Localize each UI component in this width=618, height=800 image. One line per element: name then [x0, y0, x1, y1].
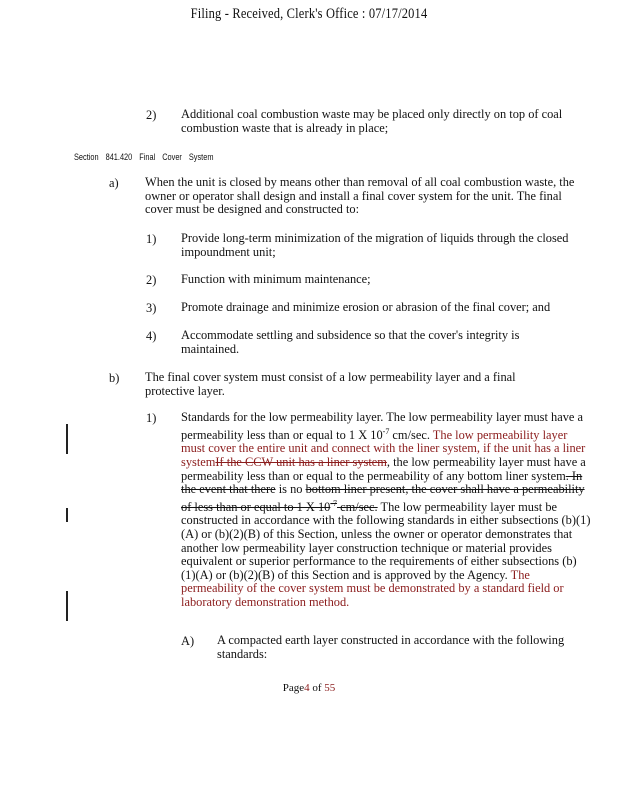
subsection-b-text: The final cover system must consist of a low permeability layer and a final protective layer.	[145, 370, 516, 398]
item-text: Function with minimum maintenance;	[181, 272, 371, 286]
item-text: Accommodate settling and subsidence so that the cover's integrity is maintained.	[181, 328, 520, 356]
subsection-label-a: a)	[109, 176, 119, 190]
text-run: Standards for the low permeability layer. The low permeability layer must have a permeability less than or equal to 1 X 10	[181, 410, 583, 442]
item-number: 1)	[146, 232, 157, 246]
item-text: Provide long-term minimization of the migration of liquids through the closed impoundment unit;	[181, 231, 569, 259]
exponent: -7	[382, 426, 390, 436]
text-run: The low permeability layer must be constructed in accordance with the following standards in either subsections (b)(1)(A) or (b)(2)(B) of this Section, unless the owner or operator demonstrates that another low permeability layer construction technique or material provides equivalent or superior performance to the requirements of either subsections (b)(1)(A) or (b)(2)(B) of this Section and is approved by the Agency.	[181, 499, 591, 582]
deleted-text: If the CCW unit has a liner system	[215, 454, 387, 469]
item-number: 2)	[146, 108, 157, 122]
change-bar	[66, 508, 68, 522]
filing-header: Filing - Received, Clerk's Office : 07/17/2014	[190, 6, 428, 22]
page-footer	[0, 682, 618, 694]
deleted-text: . In the event that there	[181, 468, 583, 497]
of-label: of	[309, 682, 325, 694]
deleted-text: cm/sec.	[337, 499, 378, 514]
page-total: 55	[324, 682, 336, 694]
change-bar	[66, 591, 68, 621]
deleted-text: bottom liner present, the cover shall have a permeability of less than or equal to 1 X 10	[181, 482, 585, 514]
text-run: is no	[275, 482, 306, 497]
item-number: 4)	[146, 329, 157, 343]
page-label: Page	[282, 682, 305, 694]
item-number: 1)	[146, 411, 157, 425]
subsection-a-text: When the unit is closed by means other than removal of all coal combustion waste, the owner or operator shall design and install a final cover system for the unit. The final cover must be designed and constructed to:	[145, 175, 575, 217]
inserted-text: The low permeability layer must cover the entire unit and connect with the liner system, if the unit has a liner system	[181, 427, 586, 469]
change-bar	[66, 424, 68, 454]
inserted-text: The permeability of the cover system must be demonstrated by a standard field or laboratory demonstration method.	[181, 567, 564, 609]
item-number: 3)	[146, 301, 157, 315]
low-permeability-paragraph	[181, 411, 591, 610]
subsection-label-b: b)	[109, 371, 120, 385]
text-run: cm/sec.	[389, 427, 430, 442]
item-text: A compacted earth layer constructed in accordance with the following standards:	[217, 633, 565, 661]
item-number: 2)	[146, 273, 157, 287]
exponent: -7	[330, 498, 338, 508]
page-number: 4	[304, 682, 310, 694]
item-text: Additional coal combustion waste may be placed only directly on top of coal combustion waste that is already in place;	[181, 107, 563, 135]
text-run: , the low permeability layer must have a permeability less than or equal to the permeability of any bottom liner system	[181, 454, 586, 483]
section-heading: Section 841.420 Final Cover System	[74, 152, 214, 162]
item-number: A)	[181, 634, 195, 648]
item-text: Promote drainage and minimize erosion or abrasion of the final cover; and	[181, 300, 551, 314]
